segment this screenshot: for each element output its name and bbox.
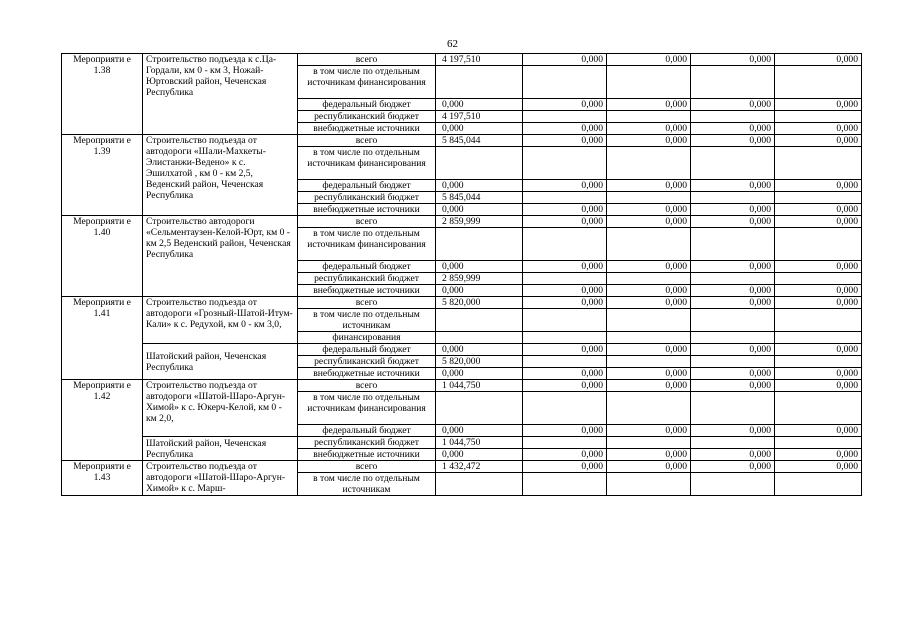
value-cell: 0,000 [775, 216, 862, 228]
value-cell: 4 197,510 [436, 54, 523, 66]
table-row [62, 135, 862, 147]
funding-source: внебюджетные источники [298, 204, 436, 216]
value-cell: 0,000 [607, 368, 691, 380]
value-cell: 2 859,999 [436, 273, 523, 285]
value-cell [436, 473, 523, 496]
value-cell: 0,000 [775, 380, 862, 392]
item-name: Строительство подъезда от автодороги «Грозный-Шатой-Итум-Кали» к с. Редухой, км 0 - км 3,0, [143, 297, 298, 344]
value-cell: 0,000 [691, 216, 775, 228]
value-cell: 0,000 [436, 425, 523, 437]
value-cell: 0,000 [691, 54, 775, 66]
value-cell: 2 859,999 [436, 216, 523, 228]
funding-source: всего [298, 216, 436, 228]
value-cell: 0,000 [523, 135, 607, 147]
item-name: Строительство подъезда от автодороги «Шали-Махкеты-Элистанжи-Ведено» к с. Эшилхатой , км 0 - км 2,5, Веденский район, Чеченская Республика [143, 135, 298, 216]
value-cell: 0,000 [775, 99, 862, 111]
value-cell: 0,000 [523, 54, 607, 66]
funding-table [61, 53, 862, 496]
value-cell [607, 309, 691, 332]
value-cell [523, 356, 607, 368]
funding-source: финансирования [298, 332, 436, 344]
value-cell: 1 044,750 [436, 380, 523, 392]
value-cell: 0,000 [775, 204, 862, 216]
value-cell: 0,000 [775, 297, 862, 309]
table-row [62, 216, 862, 228]
value-cell: 0,000 [607, 135, 691, 147]
value-cell [691, 66, 775, 99]
value-cell: 0,000 [775, 123, 862, 135]
funding-source: всего [298, 54, 436, 66]
table-row [62, 461, 862, 473]
item-number: Мероприяти е 1.38 [62, 54, 143, 135]
item-name: Строительство подъезда к с.Ца-Гордали, км 0 - км 3, Ножай-Юртовский район, Чеченская Республика [143, 54, 298, 135]
value-cell: 0,000 [523, 99, 607, 111]
value-cell: 0,000 [436, 180, 523, 192]
value-cell: 0,000 [436, 99, 523, 111]
value-cell [607, 473, 691, 496]
value-cell [523, 392, 607, 425]
funding-source: в том числе по отдельным источникам финансирования [298, 392, 436, 425]
value-cell [691, 473, 775, 496]
value-cell: 0,000 [607, 285, 691, 297]
value-cell: 0,000 [691, 380, 775, 392]
value-cell: 0,000 [775, 425, 862, 437]
value-cell [523, 473, 607, 496]
value-cell: 0,000 [436, 285, 523, 297]
value-cell: 0,000 [607, 449, 691, 461]
value-cell: 0,000 [691, 297, 775, 309]
value-cell: 0,000 [436, 204, 523, 216]
value-cell: 0,000 [607, 297, 691, 309]
value-cell [775, 111, 862, 123]
value-cell [691, 111, 775, 123]
value-cell: 5 845,044 [436, 192, 523, 204]
value-cell [775, 273, 862, 285]
funding-source: всего [298, 380, 436, 392]
value-cell: 5 845,044 [436, 135, 523, 147]
value-cell: 0,000 [436, 261, 523, 273]
funding-source: внебюджетные источники [298, 449, 436, 461]
value-cell: 0,000 [523, 380, 607, 392]
item-name: Строительство автодороги «Сельментаузен-Келой-Юрт, км 0 - км 2,5 Веденский район, Чеченская Республика [143, 216, 298, 297]
table-row [62, 437, 862, 449]
value-cell [523, 309, 607, 332]
value-cell: 0,000 [691, 261, 775, 273]
value-cell: 0,000 [523, 449, 607, 461]
funding-source: в том числе по отдельным источникам финансирования [298, 147, 436, 180]
funding-source: в том числе по отдельным источникам финансирования [298, 66, 436, 99]
value-cell: 0,000 [691, 425, 775, 437]
value-cell: 0,000 [775, 285, 862, 297]
value-cell [775, 356, 862, 368]
item-number: Мероприяти е 1.39 [62, 135, 143, 216]
value-cell: 0,000 [691, 204, 775, 216]
funding-source: в том числе по отдельным источникам [298, 473, 436, 496]
value-cell: 4 197,510 [436, 111, 523, 123]
value-cell: 0,000 [775, 180, 862, 192]
value-cell [607, 147, 691, 180]
funding-source: федеральный бюджет [298, 425, 436, 437]
value-cell: 0,000 [691, 368, 775, 380]
value-cell [436, 228, 523, 261]
value-cell: 0,000 [523, 285, 607, 297]
value-cell [691, 147, 775, 180]
value-cell [607, 392, 691, 425]
item-number-continued [62, 344, 143, 380]
funding-source: всего [298, 461, 436, 473]
value-cell [607, 332, 691, 344]
item-name-continued: Шатойский район, Чеченская Республика [143, 437, 298, 461]
table-row [62, 54, 862, 66]
value-cell: 0,000 [436, 123, 523, 135]
value-cell: 0,000 [607, 261, 691, 273]
value-cell: 5 820,000 [436, 356, 523, 368]
value-cell: 0,000 [436, 368, 523, 380]
value-cell [691, 228, 775, 261]
funding-source: внебюджетные источники [298, 368, 436, 380]
value-cell [775, 192, 862, 204]
value-cell [775, 473, 862, 496]
value-cell: 0,000 [436, 344, 523, 356]
item-number: Мероприяти е 1.40 [62, 216, 143, 297]
value-cell [775, 228, 862, 261]
value-cell: 0,000 [607, 123, 691, 135]
item-number: Мероприяти е 1.43 [62, 461, 143, 496]
funding-source: республиканский бюджет [298, 192, 436, 204]
funding-source: внебюджетные источники [298, 123, 436, 135]
value-cell: 0,000 [691, 285, 775, 297]
item-number: Мероприяти е 1.41 [62, 297, 143, 344]
table-row [62, 344, 862, 356]
value-cell: 0,000 [523, 180, 607, 192]
funding-source: федеральный бюджет [298, 261, 436, 273]
value-cell [523, 273, 607, 285]
value-cell: 0,000 [607, 425, 691, 437]
value-cell [691, 392, 775, 425]
value-cell: 0,000 [523, 204, 607, 216]
page-number: 62 [447, 38, 458, 50]
value-cell: 0,000 [775, 368, 862, 380]
funding-source: всего [298, 135, 436, 147]
value-cell [691, 437, 775, 449]
funding-source: республиканский бюджет [298, 111, 436, 123]
value-cell [523, 147, 607, 180]
funding-source: республиканский бюджет [298, 437, 436, 449]
funding-source: внебюджетные источники [298, 285, 436, 297]
value-cell [691, 356, 775, 368]
value-cell: 0,000 [607, 99, 691, 111]
value-cell [523, 192, 607, 204]
value-cell: 0,000 [775, 54, 862, 66]
value-cell [691, 332, 775, 344]
value-cell: 0,000 [691, 135, 775, 147]
value-cell [523, 111, 607, 123]
value-cell: 0,000 [691, 461, 775, 473]
value-cell [523, 437, 607, 449]
item-number: Мероприяти е 1.42 [62, 380, 143, 437]
value-cell: 0,000 [523, 261, 607, 273]
value-cell [775, 332, 862, 344]
value-cell [607, 192, 691, 204]
value-cell: 0,000 [775, 344, 862, 356]
value-cell [436, 332, 523, 344]
value-cell: 1 044,750 [436, 437, 523, 449]
funding-source: республиканский бюджет [298, 273, 436, 285]
funding-source: республиканский бюджет [298, 356, 436, 368]
value-cell [436, 392, 523, 425]
value-cell: 1 432,472 [436, 461, 523, 473]
value-cell: 0,000 [607, 54, 691, 66]
table-row [62, 380, 862, 392]
value-cell [775, 309, 862, 332]
value-cell [775, 437, 862, 449]
value-cell: 0,000 [607, 344, 691, 356]
value-cell: 0,000 [523, 216, 607, 228]
value-cell: 0,000 [523, 123, 607, 135]
value-cell: 0,000 [607, 461, 691, 473]
value-cell: 5 820,000 [436, 297, 523, 309]
value-cell: 0,000 [436, 449, 523, 461]
value-cell [775, 66, 862, 99]
funding-source: всего [298, 297, 436, 309]
value-cell: 0,000 [691, 344, 775, 356]
value-cell: 0,000 [523, 344, 607, 356]
value-cell: 0,000 [523, 425, 607, 437]
value-cell [775, 147, 862, 180]
value-cell: 0,000 [775, 449, 862, 461]
value-cell: 0,000 [523, 461, 607, 473]
value-cell: 0,000 [607, 180, 691, 192]
value-cell [523, 228, 607, 261]
item-name: Строительство подъезда от автодороги «Шатой-Шаро-Аргун-Химой» к с. Юкерч-Келой, км 0 - км 2,0, [143, 380, 298, 437]
value-cell: 0,000 [775, 261, 862, 273]
value-cell [607, 66, 691, 99]
value-cell [607, 356, 691, 368]
item-name: Строительство подъезда от автодороги «Шатой-Шаро-Аргун-Химой» к с. Марш- [143, 461, 298, 496]
value-cell: 0,000 [523, 368, 607, 380]
value-cell: 0,000 [523, 297, 607, 309]
item-name-continued: Шатойский район, Чеченская Республика [143, 344, 298, 380]
item-number-continued [62, 437, 143, 461]
value-cell [523, 66, 607, 99]
value-cell: 0,000 [607, 380, 691, 392]
value-cell [691, 273, 775, 285]
value-cell [691, 309, 775, 332]
funding-source: федеральный бюджет [298, 99, 436, 111]
value-cell [607, 228, 691, 261]
value-cell: 0,000 [691, 123, 775, 135]
value-cell [607, 273, 691, 285]
value-cell: 0,000 [775, 135, 862, 147]
value-cell [691, 192, 775, 204]
funding-source: в том числе по отдельным источникам [298, 309, 436, 332]
funding-source: в том числе по отдельным источникам финансирования [298, 228, 436, 261]
value-cell [775, 392, 862, 425]
value-cell: 0,000 [691, 449, 775, 461]
value-cell: 0,000 [607, 204, 691, 216]
value-cell [436, 309, 523, 332]
table-row [62, 297, 862, 309]
value-cell [436, 66, 523, 99]
funding-source: федеральный бюджет [298, 180, 436, 192]
value-cell: 0,000 [607, 216, 691, 228]
value-cell: 0,000 [691, 99, 775, 111]
value-cell [436, 147, 523, 180]
value-cell [523, 332, 607, 344]
funding-source: федеральный бюджет [298, 344, 436, 356]
value-cell [607, 111, 691, 123]
value-cell: 0,000 [691, 180, 775, 192]
value-cell: 0,000 [775, 461, 862, 473]
value-cell [607, 437, 691, 449]
